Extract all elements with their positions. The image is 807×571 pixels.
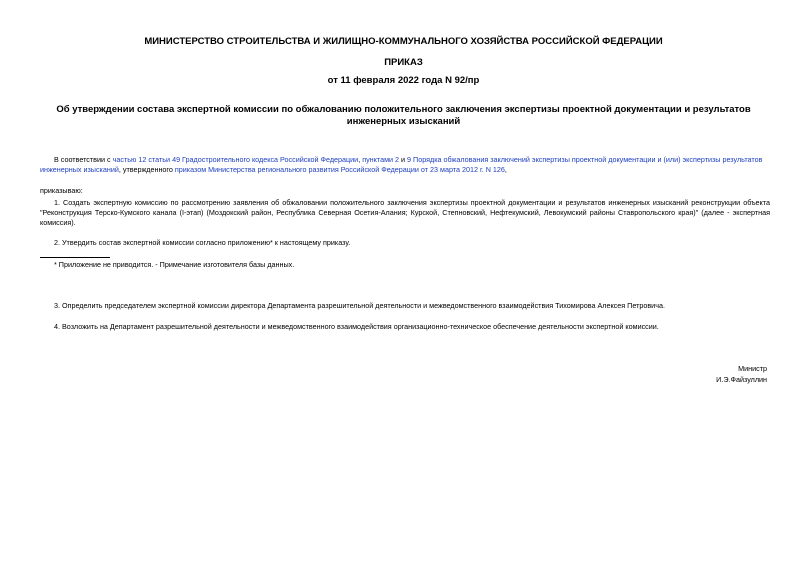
preamble-text: и: [399, 155, 408, 164]
order-item-1: 1. Создать экспертную комиссию по рассмотрению заявления об обжаловании положительного заключения экспертизы проектной документации и результатов инженерных изысканий реконструкции объекта "Реконструкция Терско-Кумского канала (I-этап) (Моздокский район, Республика Северная Осетия-Алания; Курской, Степновский, Нефтекумский, Левокумский районы Ставропольского края)" (далее - экспертная комиссия).: [40, 198, 770, 227]
preamble-text: ,: [358, 155, 363, 164]
preamble-text: , утвержденного: [118, 165, 175, 174]
order-item-4: 4. Возложить на Департамент разрешительной деятельности и межведомственного взаимодействия организационно-техническое обеспечение деятельности экспертной комиссии.: [54, 322, 659, 331]
preamble-paragraph: [40, 155, 770, 175]
preamble-text: В соответствии с: [54, 155, 113, 164]
link-order-126[interactable]: приказом Министерства регионального развития Российской Федерации от 23 марта 2012 г. N 126: [174, 165, 505, 174]
document-type: ПРИКАЗ: [384, 57, 423, 68]
footnote: * Приложение не приводится. - Примечание изготовителя базы данных.: [54, 260, 295, 269]
document-date-number: от 11 февраля 2022 года N 92/пр: [327, 75, 480, 86]
link-gradcode[interactable]: частью 12 статьи 49 Градостроительного кодекса Российской Федерации: [112, 155, 359, 164]
document-title: Об утверждении состава экспертной комиссии по обжалованию положительного заключения экспертизы проектной документации и результатов инженерных изысканий: [56, 104, 751, 127]
link-appeal-procedure[interactable]: 9 Порядка обжалования заключений экспертизы проектной документации и (или) экспертизы результатов инженерных изысканий: [40, 155, 763, 174]
ministry-heading: МИНИСТЕРСТВО СТРОИТЕЛЬСТВА И ЖИЛИЩНО-КОММУНАЛЬНОГО ХОЗЯЙСТВА РОССИЙСКОЙ ФЕДЕРАЦИИ: [144, 36, 663, 47]
order-item-3: 3. Определить председателем экспертной комиссии директора Департамента разрешительной деятельности и межведомственного взаимодействия Тихомирова Алексея Петровича.: [54, 301, 665, 310]
footnote-divider: [40, 257, 110, 258]
preamble-text: ,: [504, 165, 507, 174]
signatory-position: Министр: [738, 364, 767, 373]
order-word: приказываю:: [40, 186, 83, 195]
link-items-2[interactable]: пунктами 2: [362, 155, 400, 164]
order-item-2: 2. Утвердить состав экспертной комиссии согласно приложению* к настоящему приказу.: [54, 238, 351, 247]
signatory-name: И.Э.Файзуллин: [716, 375, 767, 384]
